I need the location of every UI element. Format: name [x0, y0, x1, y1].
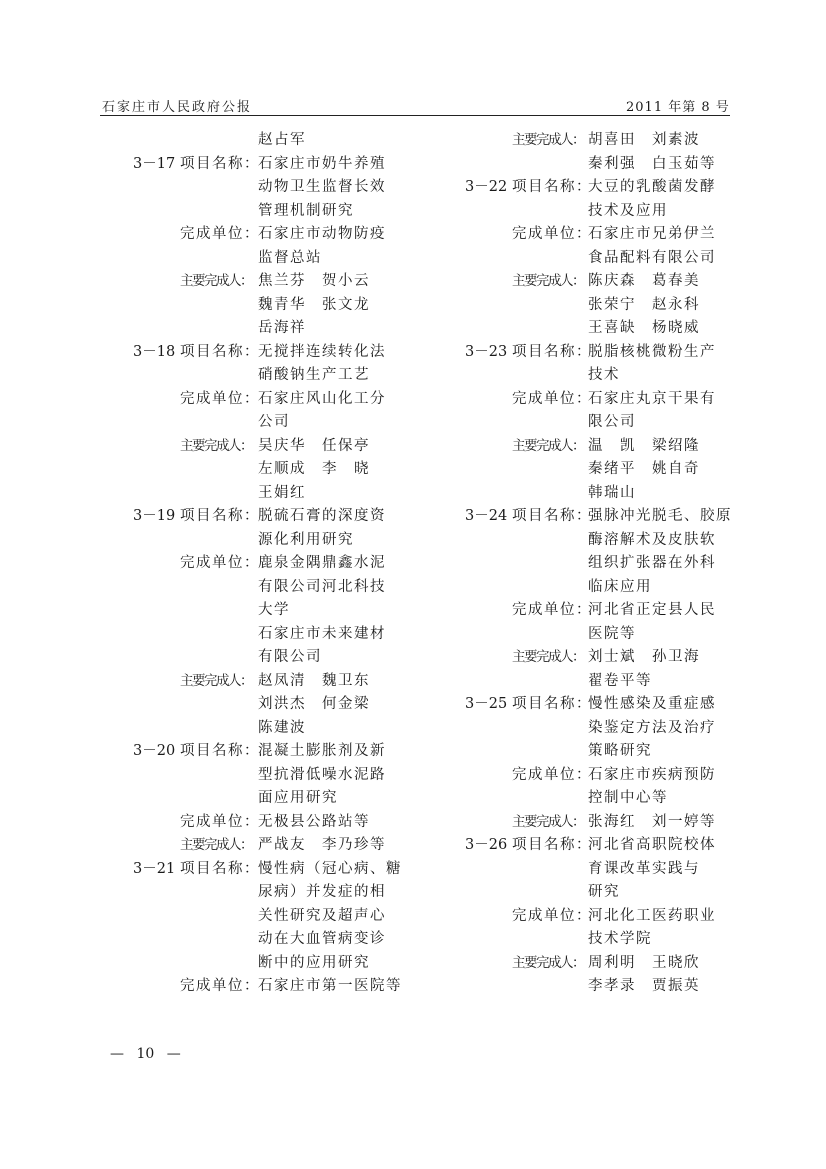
field-value: 脱脂核桃微粉生产 [588, 343, 716, 360]
project-number: 3－23 [465, 343, 508, 360]
field-value: 陈庆森 葛春美 [588, 273, 700, 289]
field-value: 魏青华 张文龙 [258, 296, 370, 313]
field-value: 有限公司河北科技 [258, 578, 386, 595]
field-label: 主要完成人： [512, 437, 584, 454]
field-value: 温 凯 梁绍隆 [588, 437, 700, 454]
field-value: 慢性感染及重症感 [588, 696, 716, 712]
field-value: 强脉冲光脱毛、胶原 [588, 508, 732, 524]
field-value: 石家庄市动物防疫 [258, 226, 386, 242]
field-value: 石家庄市奶牛养殖 [258, 155, 386, 172]
field-value: 育课改革实践与 [588, 860, 700, 877]
field-value: 刘洪杰 何金梁 [258, 696, 370, 712]
field-value: 医院等 [588, 625, 636, 642]
project-number: 3－24 [465, 508, 508, 524]
project-number: 3－19 [133, 508, 176, 524]
field-value: 石家庄风山化工分 [258, 390, 386, 407]
field-value: 焦兰芬 贺小云 [258, 273, 370, 289]
field-label: 主要完成人： [180, 837, 252, 853]
field-value: 组织扩张器在外科 [588, 555, 716, 571]
project-number: 3－18 [133, 343, 176, 360]
header-rule [100, 115, 730, 116]
field-label: 项目名称： [180, 743, 260, 759]
field-label: 完成单位： [180, 555, 260, 571]
field-label: 完成单位： [512, 602, 592, 618]
project-number: 3－22 [465, 179, 508, 195]
field-value: 王娟红 [258, 484, 306, 501]
field-value: 动物卫生监督长效 [258, 179, 386, 195]
field-value: 管理机制研究 [258, 202, 354, 219]
field-value: 限公司 [588, 414, 636, 430]
field-value: 石家庄市未来建材 [258, 625, 386, 642]
field-value: 染鉴定方法及治疗 [588, 719, 716, 736]
field-value: 陈建波 [258, 719, 306, 736]
field-label: 主要完成人： [512, 954, 584, 971]
field-value: 技术学院 [588, 931, 652, 947]
field-value: 河北化工医药职业 [588, 907, 716, 924]
field-value: 面应用研究 [258, 790, 338, 806]
field-value: 鹿泉金隅鼎鑫水泥 [258, 555, 386, 571]
field-value: 赵凤清 魏卫东 [258, 672, 370, 689]
field-value: 型抗滑低噪水泥路 [258, 766, 386, 783]
field-label: 主要完成人： [180, 273, 252, 289]
field-value: 张荣宁 赵永科 [588, 296, 700, 313]
field-value: 断中的应用研究 [258, 954, 370, 971]
field-label: 主要完成人： [512, 273, 584, 289]
field-value: 吴庆华 任保亭 [258, 437, 370, 454]
field-value: 赵占军 [258, 132, 306, 148]
project-number: 3－26 [465, 837, 508, 853]
field-label: 完成单位： [180, 226, 260, 242]
field-value: 石家庄市第一医院等 [258, 978, 402, 994]
field-label: 主要完成人： [180, 672, 252, 689]
field-value: 秦绪平 姚自奇 [588, 461, 700, 477]
field-value: 王喜缺 杨晓威 [588, 320, 700, 336]
field-value: 刘士斌 孙卫海 [588, 649, 700, 665]
field-value: 石家庄市疾病预防 [588, 766, 716, 783]
field-value: 监督总站 [258, 249, 322, 266]
field-label: 完成单位： [180, 390, 260, 407]
field-value: 无极县公路站等 [258, 813, 370, 830]
project-number: 3－17 [133, 155, 176, 172]
field-value: 秦利强 白玉茹等 [588, 155, 716, 172]
field-label: 项目名称： [512, 343, 592, 360]
field-value: 酶溶解术及皮肤软 [588, 531, 716, 548]
field-value: 混凝土膨胀剂及新 [258, 743, 386, 759]
field-value: 临床应用 [588, 578, 652, 595]
field-value: 控制中心等 [588, 790, 668, 806]
field-value: 研究 [588, 884, 620, 900]
field-value: 关性研究及超声心 [258, 907, 386, 924]
field-label: 项目名称： [180, 155, 260, 172]
field-label: 完成单位： [512, 766, 592, 783]
field-label: 项目名称： [180, 508, 260, 524]
field-value: 尿病）并发症的相 [258, 884, 386, 900]
field-value: 脱硫石膏的深度资 [258, 508, 386, 524]
field-value: 策略研究 [588, 743, 652, 759]
field-value: 源化利用研究 [258, 531, 354, 548]
field-value: 严战友 李乃珍等 [258, 837, 386, 853]
field-label: 主要完成人： [512, 813, 584, 830]
field-label: 完成单位： [180, 978, 260, 994]
field-value: 硝酸钠生产工艺 [258, 367, 370, 383]
header-issue: 2011 年第 8 号 [626, 100, 730, 115]
project-number: 3－20 [133, 743, 176, 759]
field-label: 项目名称： [180, 860, 260, 877]
field-value: 有限公司 [258, 649, 322, 665]
field-value: 河北省正定县人民 [588, 602, 716, 618]
field-label: 项目名称： [512, 696, 592, 712]
field-value: 大豆的乳酸菌发酵 [588, 179, 716, 195]
field-value: 胡喜田 刘素波 [588, 132, 700, 148]
field-label: 完成单位： [512, 226, 592, 242]
project-number: 3－25 [465, 696, 508, 712]
field-value: 无搅拌连续转化法 [258, 343, 386, 360]
field-value: 食品配料有限公司 [588, 249, 716, 266]
field-value: 张海红 刘一婷等 [588, 813, 716, 830]
field-value: 技术 [588, 367, 620, 383]
field-value: 大学 [258, 602, 290, 618]
field-label: 主要完成人： [512, 132, 584, 148]
page-number: — 10 — [110, 1046, 181, 1062]
field-label: 项目名称： [512, 508, 592, 524]
field-value: 岳海祥 [258, 320, 306, 336]
field-value: 技术及应用 [588, 202, 668, 219]
field-value: 周利明 王晓欣 [588, 954, 700, 971]
field-value: 河北省高职院校体 [588, 837, 716, 853]
field-value: 翟卷平等 [588, 672, 652, 689]
field-value: 动在大血管病变诊 [258, 931, 386, 947]
field-value: 公司 [258, 414, 290, 430]
field-value: 左顺成 李 晓 [258, 461, 370, 477]
field-value: 韩瑞山 [588, 484, 636, 501]
field-label: 完成单位： [512, 390, 592, 407]
project-number: 3－21 [133, 860, 176, 877]
header-journal-title: 石家庄市人民政府公报 [102, 100, 253, 115]
field-label: 完成单位： [512, 907, 592, 924]
field-value: 慢性病（冠心病、糖 [258, 860, 402, 877]
field-value: 石家庄丸京干果有 [588, 390, 716, 407]
field-label: 主要完成人： [180, 437, 252, 454]
field-value: 石家庄市兄弟伊兰 [588, 226, 716, 242]
field-label: 项目名称： [180, 343, 260, 360]
field-label: 主要完成人： [512, 649, 584, 665]
field-label: 项目名称： [512, 837, 592, 853]
field-label: 项目名称： [512, 179, 592, 195]
field-label: 完成单位： [180, 813, 260, 830]
field-value: 李孝录 贾振英 [588, 978, 700, 994]
